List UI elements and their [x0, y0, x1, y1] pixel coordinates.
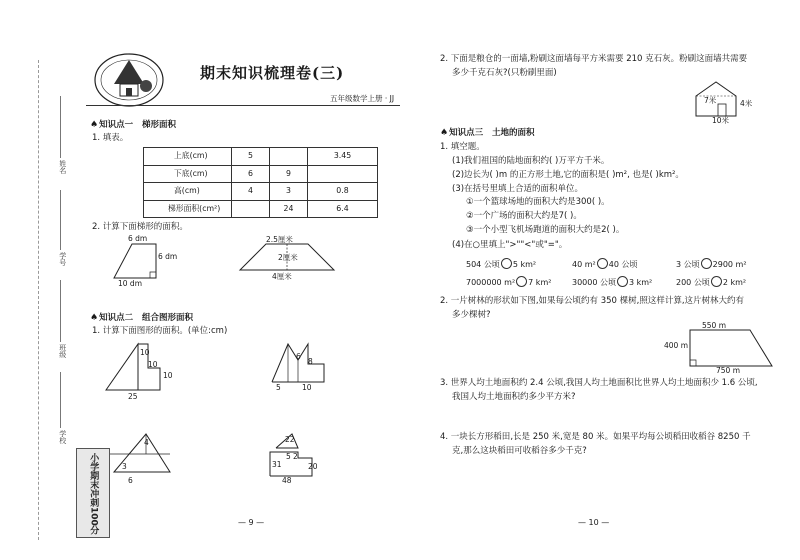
- fill-q3: (3)在括号里填上合适的面积单位。: [452, 184, 584, 194]
- fig6-a: 22: [285, 435, 295, 444]
- fig2-bottom: 4厘米: [272, 272, 292, 281]
- cmp-left: 3 公顷: [676, 260, 700, 269]
- page-title: 期末知识梳理卷(三): [200, 64, 345, 82]
- spade-icon: ♠: [440, 128, 449, 138]
- tree-q-line2: 多少棵树?: [452, 310, 491, 320]
- compare-circle[interactable]: [501, 258, 512, 269]
- trap2-top: 550 m: [702, 321, 727, 330]
- cmp-left: 7000000 m²: [466, 278, 516, 287]
- fig4-b: 8: [308, 357, 313, 366]
- compare-circle[interactable]: [597, 258, 608, 269]
- spade-icon: ♠: [90, 120, 99, 130]
- trap2-bottom: 750 m: [716, 366, 741, 375]
- fig6-b: 5: [286, 452, 291, 461]
- cmp-right: 2 km²: [722, 278, 747, 287]
- land-q-line2: 我国人均土地面积约多少平方米?: [452, 392, 576, 402]
- cmp-left: 30000 公顷: [572, 278, 616, 287]
- trap2-side: 400 m: [664, 341, 689, 350]
- table-cell[interactable]: 3.45: [308, 148, 378, 166]
- rice-q-line2: 克,那么这块稻田可收稻谷多少千克?: [452, 446, 587, 456]
- page-number-right: — 10 —: [578, 518, 610, 527]
- compare-circle[interactable]: [617, 276, 628, 287]
- house-height: 4米: [740, 99, 753, 108]
- table-cell[interactable]: 3: [270, 183, 308, 201]
- fig3-c: 10: [163, 371, 173, 380]
- name-line: [60, 96, 61, 158]
- row-label: 上底(cm): [144, 148, 232, 166]
- compare-circle[interactable]: [701, 258, 712, 269]
- row-label: 梯形面积(cm²): [144, 200, 232, 218]
- composite-figure-3: [108, 428, 178, 480]
- compare-row-2: [466, 276, 551, 288]
- cmp-right: 40 公顷: [608, 260, 638, 269]
- compare-row-1c: [676, 258, 747, 270]
- compare-circle[interactable]: [711, 276, 722, 287]
- compare-row-2c: [676, 276, 746, 288]
- table-cell[interactable]: 4: [232, 183, 270, 201]
- row-label: 高(cm): [144, 183, 232, 201]
- compare-row-2b: [572, 276, 652, 288]
- fig1-side: 6 dm: [158, 252, 178, 261]
- name-label: 姓名: [58, 160, 67, 174]
- composite-figure-2: [268, 340, 338, 386]
- kp3-heading: [440, 128, 535, 139]
- table-cell[interactable]: 0.8: [308, 183, 378, 201]
- land-q-line1: 3. 世界人均土地面积约 2.4 公顷,我国人均土地面积比世界人均土地面积少 1.6 公顷,: [440, 378, 758, 388]
- table-cell[interactable]: [308, 165, 378, 183]
- cmp-right: 5 km²: [512, 260, 537, 269]
- school-label: 学校: [58, 430, 67, 444]
- cmp-left: 504 公顷: [466, 260, 500, 269]
- compare-circle[interactable]: [516, 276, 527, 287]
- fig5-c: 6: [128, 476, 133, 485]
- fill-q-title: 1. 填空题。: [440, 142, 485, 152]
- house-base: 10米: [712, 116, 730, 125]
- kp2-label: 知识点二: [99, 313, 134, 323]
- q2-text: 2. 计算下面梯形的面积。: [92, 222, 188, 232]
- compare-row-1: [466, 258, 536, 270]
- right-q2-line2: 多少千克石灰?(只粉刷里面): [452, 68, 557, 78]
- fig2-top: 2.5厘米: [266, 235, 293, 244]
- compare-row-1b: [572, 258, 637, 270]
- class-line: [60, 280, 61, 342]
- rice-q-line1: 4. 一块长方形稻田,长是 250 米,宽是 80 米。如果平均每公顷稻田收稻谷 8250 千: [440, 432, 751, 442]
- table-cell[interactable]: 6: [232, 165, 270, 183]
- fill-q4: (4)在○里填上">""<"或"="。: [452, 240, 568, 250]
- tree-q-line1: 2. 一片树林的形状如下图,如果每公顷约有 350 棵树,照这样计算,这片树林大约有: [440, 296, 745, 306]
- fill-q3a: ①一个篮球场地的面积大约是300( )。: [466, 197, 610, 207]
- logo-badge-icon: [86, 44, 172, 110]
- table-cell[interactable]: 5: [232, 148, 270, 166]
- table-cell[interactable]: [232, 200, 270, 218]
- binding-strip: [38, 0, 99, 560]
- side-band-text: 小学期末冲刺100分: [88, 453, 99, 535]
- kp3-label: 知识点三: [449, 128, 484, 138]
- fig5-b: 3: [122, 462, 127, 471]
- right-q2-line1: 2. 下面是粮仓的一面墙,粉刷这面墙每平方米需要 210 克石灰。粉刷这面墙共需要: [440, 54, 748, 64]
- table-row: [144, 200, 378, 218]
- fig3-b: 10: [148, 360, 158, 369]
- table-cell[interactable]: [270, 148, 308, 166]
- table-row: [144, 183, 378, 201]
- page-number-left: — 9 —: [238, 518, 265, 527]
- spade-icon: ♠: [90, 313, 99, 323]
- fig6-c: 2: [293, 452, 298, 461]
- fig4-c: 5: [276, 383, 281, 392]
- cmp-right: 7 km²: [528, 278, 552, 287]
- fig4-d: 10: [302, 383, 312, 392]
- fill-q1: (1)我们祖国的陆地面积约( )万平方千米。: [452, 156, 610, 166]
- row-label: 下底(cm): [144, 165, 232, 183]
- fig1-top: 6 dm: [128, 234, 148, 243]
- school-line: [60, 372, 61, 428]
- table-cell[interactable]: 9: [270, 165, 308, 183]
- id-line: [60, 190, 61, 250]
- id-label: 学号: [58, 252, 67, 266]
- fill-q2: (2)边长为( )m 的正方形土地,它的面积是( )m², 也是( )km²。: [452, 170, 684, 180]
- q3-text: 1. 计算下面图形的面积。(单位:cm): [92, 326, 228, 336]
- kp1-name: 梯形面积: [141, 120, 176, 130]
- table-cell[interactable]: 24: [270, 200, 308, 218]
- cmp-left: 200 公顷: [676, 278, 710, 287]
- fig6-e: 20: [308, 462, 318, 471]
- table-cell[interactable]: 6.4: [308, 200, 378, 218]
- table-row: [144, 165, 378, 183]
- cmp-left: 40 m²: [572, 260, 596, 269]
- cmp-right: 2900 m²: [712, 260, 747, 269]
- house-width: 7米: [704, 96, 717, 105]
- fig1-bottom: 10 dm: [118, 279, 142, 288]
- fold-line: [38, 60, 39, 540]
- trapezoid-table: [143, 147, 378, 218]
- fig2-height: 2厘米: [278, 253, 298, 262]
- q1-text: 1. 填表。: [92, 133, 129, 143]
- cmp-right: 3 km²: [629, 278, 653, 287]
- side-band: [76, 448, 110, 538]
- fill-q3b: ②一个广场的面积大约是7( )。: [466, 211, 582, 221]
- subject-label: 五年级数学上册 · JJ: [330, 94, 395, 103]
- table-row: [144, 148, 378, 166]
- kp2-name: 组合图形面积: [141, 313, 193, 323]
- kp1-label: 知识点一: [99, 120, 134, 130]
- fig6-f: 48: [282, 476, 292, 485]
- kp3-name: 土地的面积: [491, 128, 535, 138]
- fig5-a: 4: [144, 438, 149, 447]
- kp1-heading: [90, 120, 176, 131]
- fig3-d: 25: [128, 392, 138, 401]
- fig3-a: 10: [140, 348, 150, 357]
- fig6-d: 31: [272, 460, 282, 469]
- kp2-heading: [90, 313, 193, 324]
- header-rule: [86, 105, 400, 106]
- class-label: 班级: [58, 344, 67, 358]
- fill-q3c: ③一个小型飞机场跑道的面积大约是2( )。: [466, 225, 625, 235]
- fig4-a: 6: [296, 352, 301, 361]
